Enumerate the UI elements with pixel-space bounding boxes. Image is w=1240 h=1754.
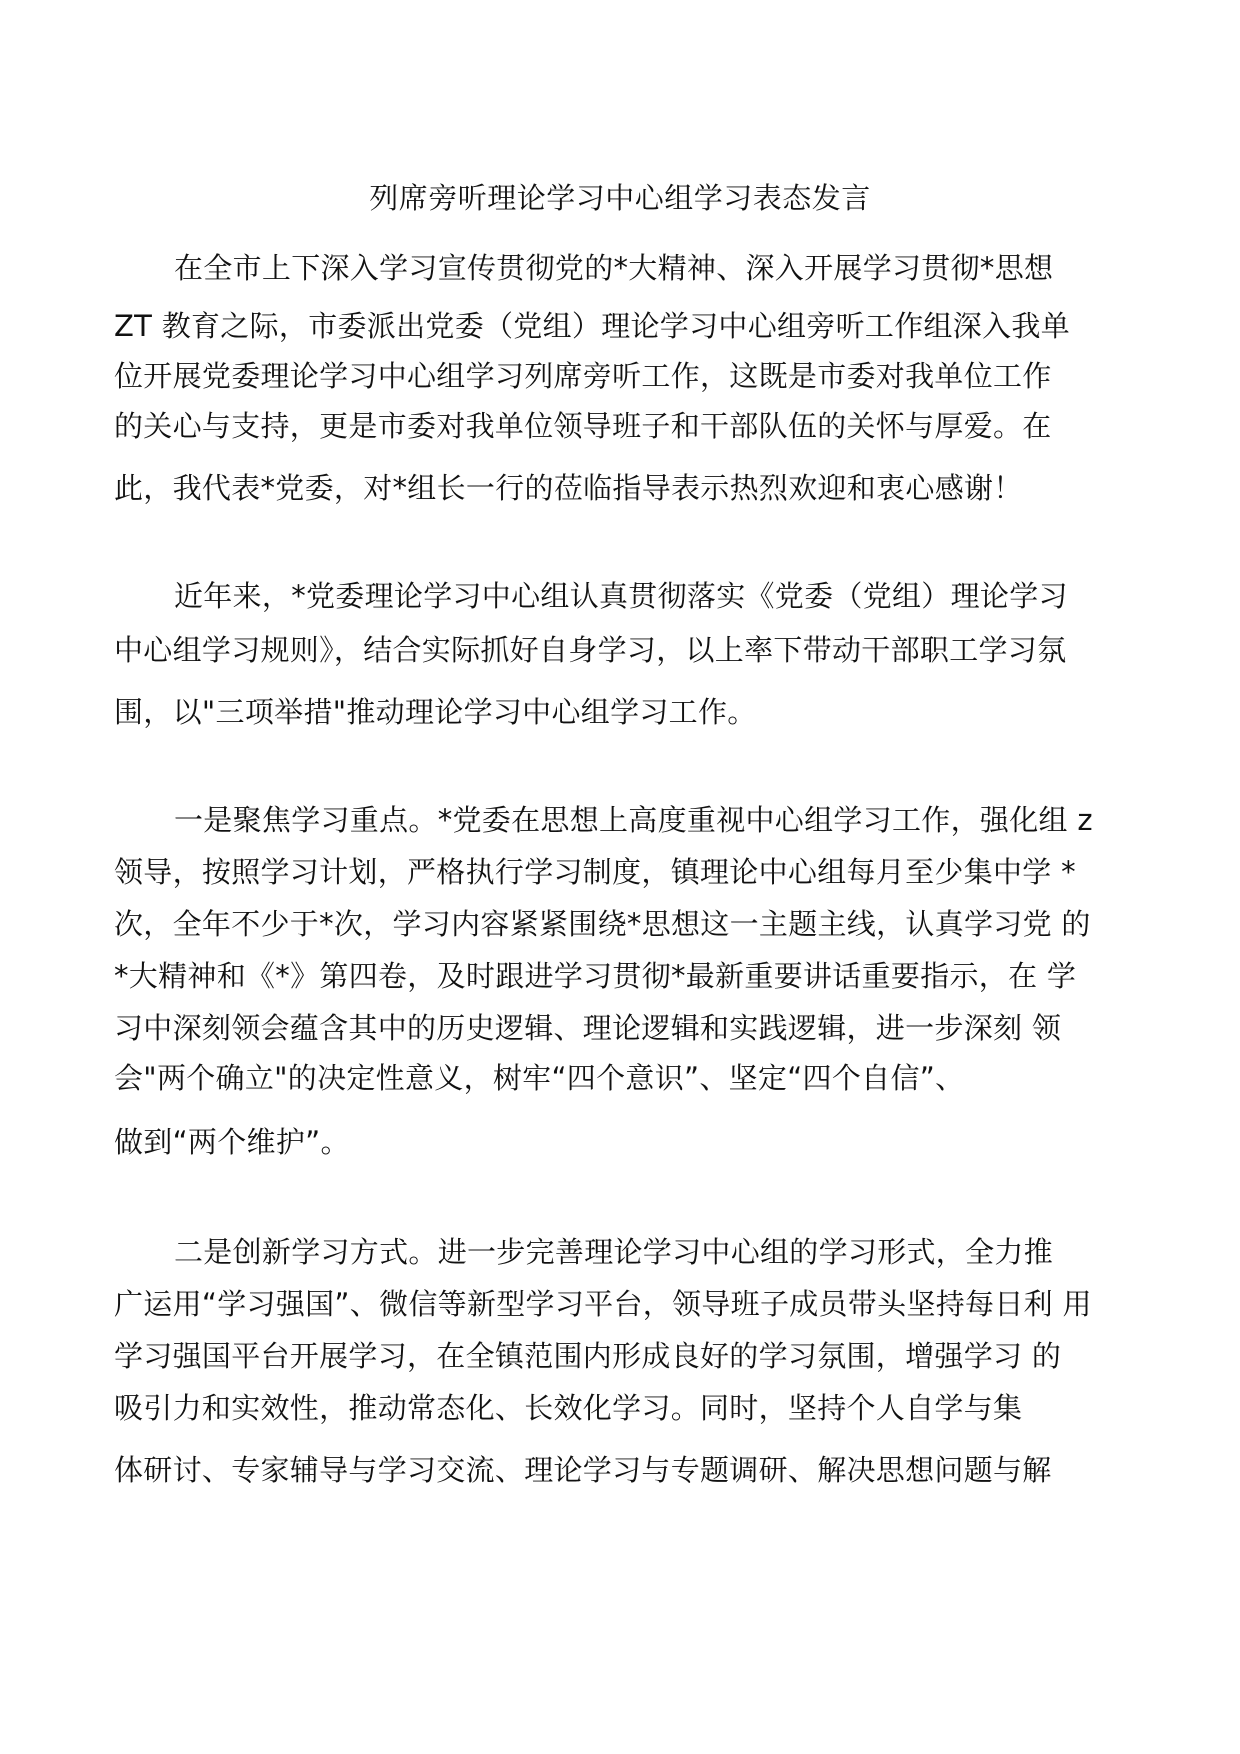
paragraph-2-line-2: 中心组学习规则》，结合实际抓好自身学习，以上率下带动干部职工学习氛 <box>114 633 1067 667</box>
paragraph-3-line-4: *大精神和《*》第四卷，及时跟进学习贯彻*最新重要讲话重要指示，在 学 <box>114 959 1077 993</box>
paragraph-1-line-3: 位开展党委理论学习中心组学习列席旁听工作，这既是市委对我单位工作 <box>114 359 1052 393</box>
paragraph-4-line-1: 二是创新学习方式。进一步完善理论学习中心组的学习形式，全力推 <box>174 1235 1054 1269</box>
paragraph-1-line-4: 的关心与支持，更是市委对我单位领导班子和干部队伍的关怀与厚爱。在 <box>114 409 1052 443</box>
paragraph-3-line-1: 一是聚焦学习重点。*党委在思想上高度重视中心组学习工作，强化组 z <box>174 803 1093 837</box>
paragraph-4-line-2: 广运用“学习强国”、微信等新型学习平台，领导班子成员带头坚持每日利 用 <box>114 1287 1092 1321</box>
paragraph-2-line-3: 围，以"三项举措"推动理论学习中心组学习工作。 <box>114 695 757 729</box>
paragraph-3-line-7: 做到“两个维护”。 <box>114 1125 350 1159</box>
paragraph-3-line-6: 会"两个确立"的决定性意义，树牢“四个意识”、坚定“四个自信”、 <box>114 1061 965 1095</box>
paragraph-3-line-3: 次，全年不少于*次，学习内容紧紧围绕*思想这一主题主线，认真学习党 的 <box>114 907 1091 941</box>
paragraph-3-line-5: 习中深刻领会蕴含其中的历史逻辑、理论逻辑和实践逻辑，进一步深刻 领 <box>114 1011 1062 1045</box>
paragraph-4-line-4: 吸引力和实效性，推动常态化、长效化学习。同时，坚持个人自学与集 <box>114 1391 1023 1425</box>
paragraph-2-line-1: 近年来，*党委理论学习中心组认真贯彻落实《党委（党组）理论学习 <box>174 579 1068 613</box>
paragraph-3-line-2: 领导，按照学习计划，严格执行学习制度，镇理论中心组每月至少集中学 * <box>114 855 1076 889</box>
paragraph-1-line-5: 此，我代表*党委，对*组长一行的莅临指导表示热烈欢迎和衷心感谢！ <box>114 471 1023 505</box>
paragraph-4-line-5: 体研讨、专家辅导与学习交流、理论学习与专题调研、解决思想问题与解 <box>114 1453 1052 1487</box>
paragraph-1-line-2: ZT 教育之际，市委派出党委（党组）理论学习中心组旁听工作组深入我单 <box>114 309 1071 343</box>
document-title: 列席旁听理论学习中心组学习表态发言 <box>369 181 871 215</box>
paragraph-1-line-1: 在全市上下深入学习宣传贯彻党的*大精神、深入开展学习贯彻*思想 <box>174 251 1054 285</box>
paragraph-4-line-3: 学习强国平台开展学习，在全镇范围内形成良好的学习氛围，增强学习 的 <box>114 1339 1062 1373</box>
